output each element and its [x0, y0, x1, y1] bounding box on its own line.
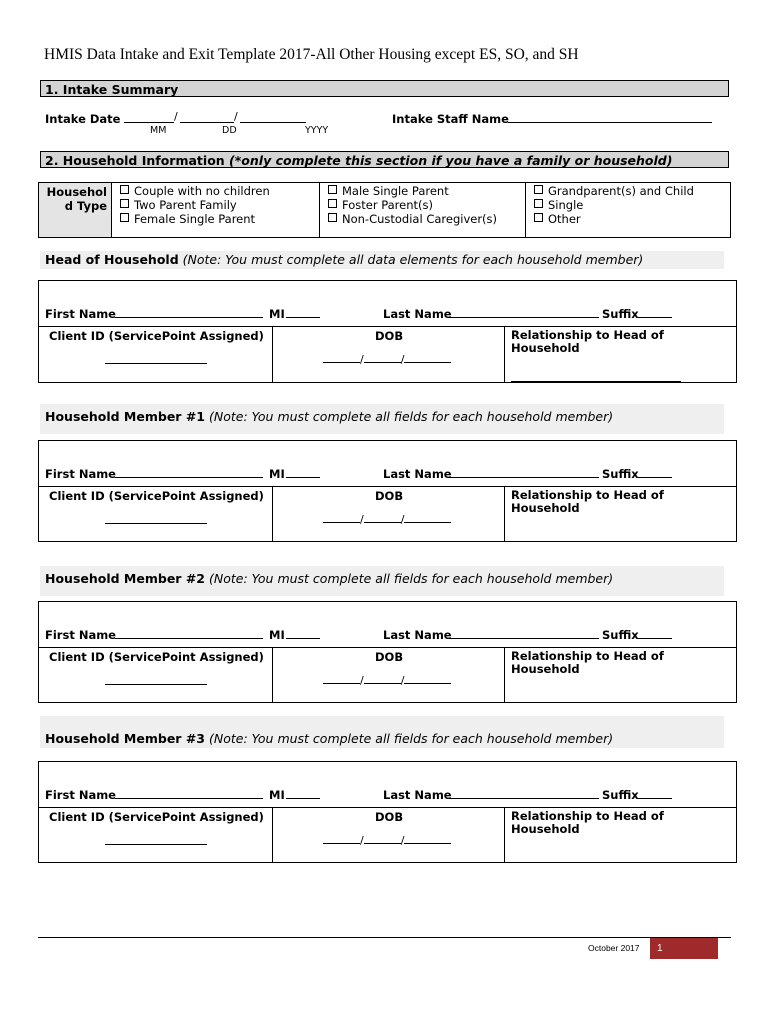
suffix-line[interactable]	[638, 467, 672, 478]
checkbox[interactable]	[120, 213, 129, 222]
dob-month-line[interactable]	[323, 673, 360, 684]
member-form-2	[38, 601, 737, 703]
member-form-3	[38, 761, 737, 863]
checkbox[interactable]	[534, 213, 543, 222]
suffix-label: Suffix	[602, 788, 639, 802]
dob-day-line[interactable]	[364, 833, 401, 844]
mi-line[interactable]	[286, 628, 320, 639]
first-name-label: First Name	[45, 628, 116, 642]
option-other[interactable]: Other	[534, 212, 730, 226]
checkbox[interactable]	[328, 213, 337, 222]
last-name-line[interactable]	[449, 628, 599, 639]
dob-month-line[interactable]	[323, 512, 360, 523]
option-grandparents-and-child[interactable]: Grandparent(s) and Child	[534, 184, 730, 198]
yyyy-label: YYYY	[305, 125, 329, 136]
household-type-label: Househol d Type	[39, 183, 111, 237]
member-form-head-of-household	[38, 280, 737, 383]
option-male-single-parent[interactable]: Male Single Parent	[328, 184, 525, 198]
checkbox[interactable]	[534, 185, 543, 194]
dob-month-line[interactable]	[323, 833, 360, 844]
intake-date-field[interactable]	[124, 112, 306, 124]
intake-staff-name-line[interactable]	[508, 112, 712, 123]
household-info-title: 2. Household Information	[45, 153, 225, 168]
date-slash: /	[174, 110, 178, 123]
option-couple-no-children[interactable]: Couple with no children	[120, 184, 319, 198]
option-non-custodial-caregivers[interactable]: Non-Custodial Caregiver(s)	[328, 212, 525, 226]
first-name-line[interactable]	[115, 628, 263, 639]
relationship-label: Relationship to Head of Household	[511, 809, 664, 836]
client-id-line[interactable]	[105, 353, 207, 364]
client-id-label: Client ID (ServicePoint Assigned)	[49, 810, 264, 824]
client-id-label: Client ID (ServicePoint Assigned)	[49, 489, 264, 503]
client-id-line[interactable]	[105, 834, 207, 845]
divider	[504, 487, 505, 541]
last-name-line[interactable]	[449, 307, 599, 318]
last-name-label: Last Name	[383, 467, 452, 481]
relationship-line[interactable]	[511, 692, 681, 703]
dob-year-line[interactable]	[404, 512, 451, 523]
divider	[272, 808, 273, 862]
household-type-column-1	[111, 183, 319, 237]
first-name-line[interactable]	[115, 307, 263, 318]
dob-year-line[interactable]	[404, 352, 451, 363]
document-title: HMIS Data Intake and Exit Template 2017-All Other Housing except ES, SO, and SH	[44, 46, 579, 63]
suffix-label: Suffix	[602, 307, 639, 321]
intake-month-line[interactable]	[124, 112, 174, 123]
dob-day-line[interactable]	[364, 512, 401, 523]
dob-field[interactable]: / /	[323, 512, 451, 526]
divider	[504, 327, 505, 382]
divider	[504, 648, 505, 702]
dob-day-line[interactable]	[364, 673, 401, 684]
last-name-label: Last Name	[383, 788, 452, 802]
mi-line[interactable]	[286, 788, 320, 799]
dob-year-line[interactable]	[404, 673, 451, 684]
client-id-label: Client ID (ServicePoint Assigned)	[49, 650, 264, 664]
dob-label: DOB	[375, 810, 404, 824]
id-row	[39, 807, 736, 862]
relationship-label: Relationship to Head of Household	[511, 328, 664, 355]
relationship-label: Relationship to Head of Household	[511, 488, 664, 515]
divider	[504, 808, 505, 862]
mi-line[interactable]	[286, 467, 320, 478]
relationship-label: Relationship to Head of Household	[511, 649, 664, 676]
household-type-column-3	[525, 183, 730, 237]
footer-divider	[38, 937, 731, 938]
household-type-column-2	[319, 183, 525, 237]
mi-line[interactable]	[286, 307, 320, 318]
member-form-1	[38, 440, 737, 542]
divider	[272, 648, 273, 702]
household-info-heading	[40, 151, 729, 168]
suffix-line[interactable]	[638, 307, 672, 318]
checkbox[interactable]	[328, 199, 337, 208]
intake-date-label: Intake Date	[45, 112, 121, 126]
suffix-line[interactable]	[638, 628, 672, 639]
divider	[272, 327, 273, 382]
mi-label: MI	[269, 467, 285, 481]
first-name-label: First Name	[45, 467, 116, 481]
relationship-line[interactable]	[511, 531, 681, 542]
checkbox[interactable]	[120, 185, 129, 194]
first-name-line[interactable]	[115, 788, 263, 799]
dob-label: DOB	[375, 489, 404, 503]
option-single[interactable]: Single	[534, 198, 730, 212]
client-id-label: Client ID (ServicePoint Assigned)	[49, 329, 264, 343]
relationship-line[interactable]	[511, 371, 681, 382]
last-name-label: Last Name	[383, 307, 452, 321]
option-two-parent-family[interactable]: Two Parent Family	[120, 198, 319, 212]
mi-label: MI	[269, 307, 285, 321]
client-id-line[interactable]	[105, 513, 207, 524]
footer-date: October 2017	[588, 943, 640, 953]
dob-label: DOB	[375, 329, 404, 343]
dob-day-line[interactable]	[364, 352, 401, 363]
household-type-table	[38, 182, 731, 238]
id-row	[39, 326, 736, 382]
dob-year-line[interactable]	[404, 833, 451, 844]
dob-field[interactable]: / /	[323, 833, 451, 847]
member-heading-head-of-household: Head of Household (Note: You must complete all data elements for each household member)	[40, 251, 724, 269]
page-number: 1	[650, 938, 718, 959]
suffix-label: Suffix	[602, 467, 639, 481]
mi-label: MI	[269, 788, 285, 802]
divider	[272, 487, 273, 541]
relationship-line[interactable]	[511, 852, 681, 863]
first-name-label: First Name	[45, 788, 116, 802]
dob-label: DOB	[375, 650, 404, 664]
option-foster-parents[interactable]: Foster Parent(s)	[328, 198, 525, 212]
mm-label: MM	[150, 125, 167, 136]
first-name-line[interactable]	[115, 467, 263, 478]
last-name-line[interactable]	[449, 788, 599, 799]
last-name-line[interactable]	[449, 467, 599, 478]
mi-label: MI	[269, 628, 285, 642]
intake-day-line[interactable]	[180, 112, 234, 123]
date-slash: /	[234, 110, 238, 123]
suffix-label: Suffix	[602, 628, 639, 642]
dd-label: DD	[222, 125, 237, 136]
checkbox[interactable]	[534, 199, 543, 208]
option-female-single-parent[interactable]: Female Single Parent	[120, 212, 319, 226]
member-heading-3: Household Member #3 (Note: You must complete all fields for each household member)	[40, 716, 724, 748]
member-heading-2: Household Member #2 (Note: You must complete all fields for each household member)	[40, 566, 724, 596]
id-row	[39, 486, 736, 541]
intake-staff-name-label: Intake Staff Name	[392, 112, 509, 126]
dob-month-line[interactable]	[323, 352, 360, 363]
checkbox[interactable]	[328, 185, 337, 194]
client-id-line[interactable]	[105, 674, 207, 685]
id-row	[39, 647, 736, 702]
dob-field[interactable]: / /	[323, 673, 451, 687]
intake-summary-heading: 1. Intake Summary	[40, 80, 729, 97]
household-info-note: (*only complete this section if you have a family or household)	[229, 153, 673, 168]
member-heading-1: Household Member #1 (Note: You must complete all fields for each household member)	[40, 404, 724, 434]
intake-year-line[interactable]	[240, 112, 306, 123]
last-name-label: Last Name	[383, 628, 452, 642]
first-name-label: First Name	[45, 307, 116, 321]
suffix-line[interactable]	[638, 788, 672, 799]
checkbox[interactable]	[120, 199, 129, 208]
dob-field[interactable]: / /	[323, 352, 451, 366]
